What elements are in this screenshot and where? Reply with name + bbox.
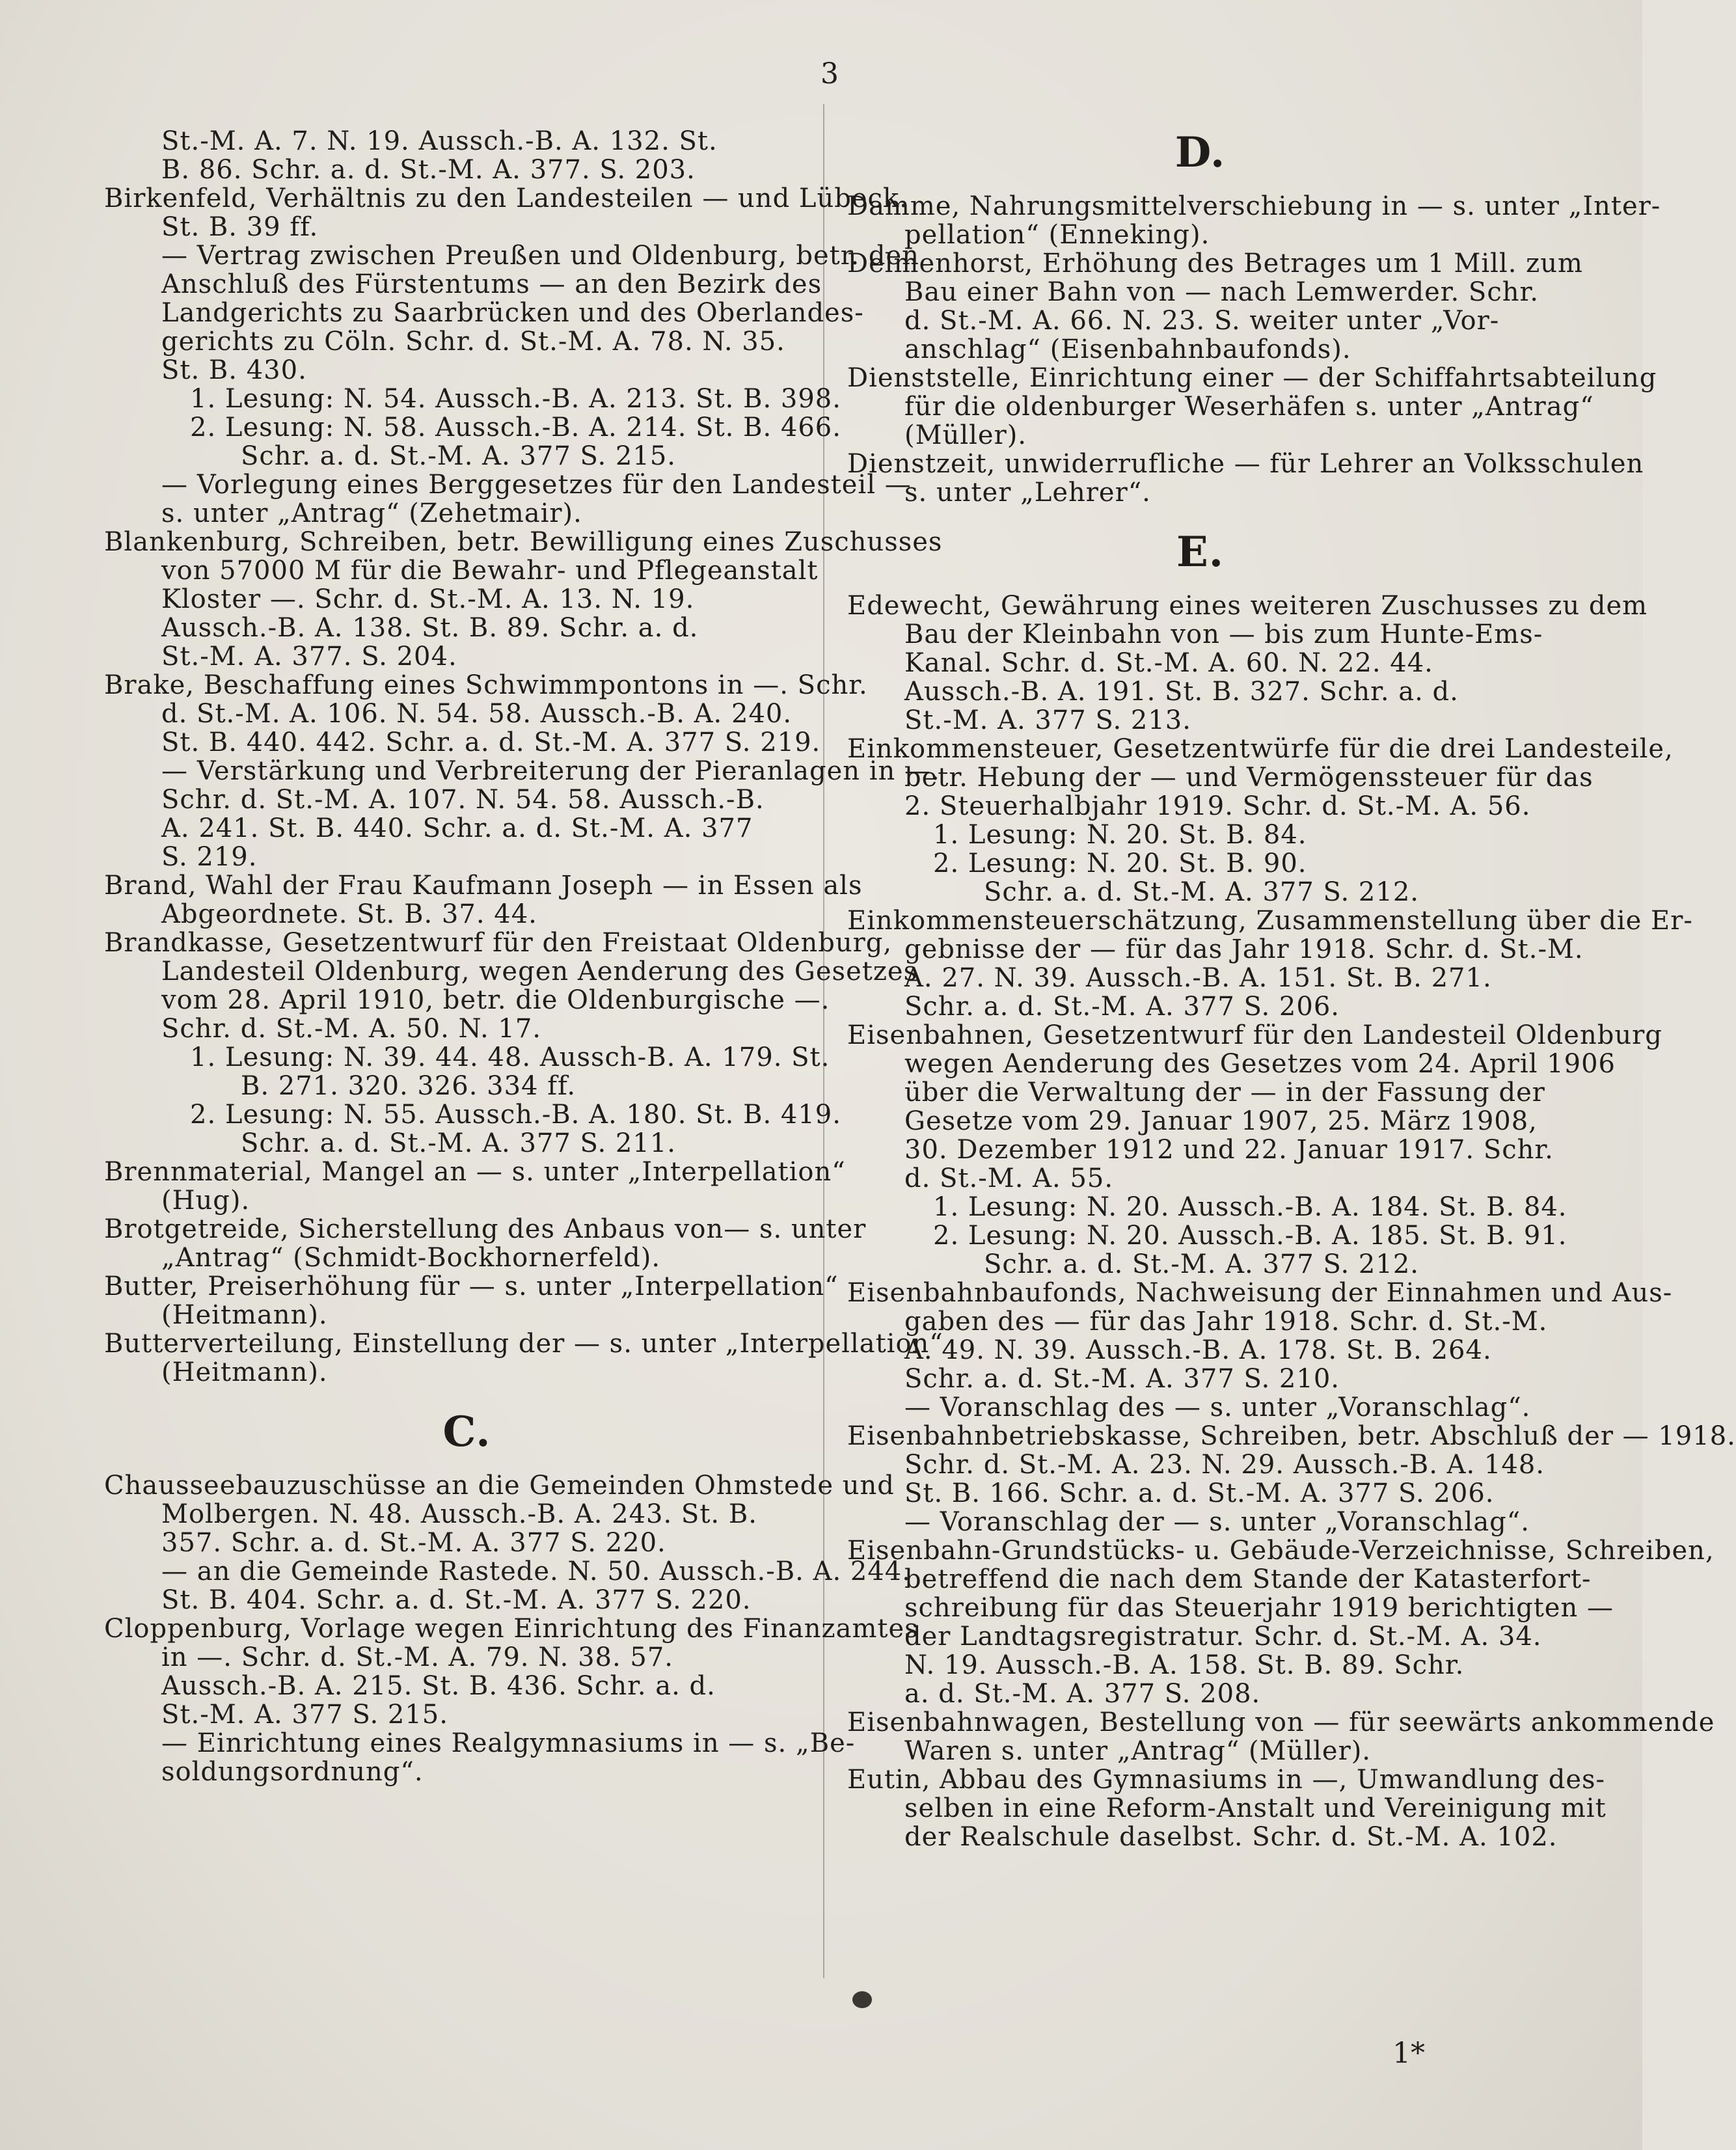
index-line: Brake, Beschaffung eines Schwimmpontons in —. Schr. [104, 670, 868, 700]
index-line: S. 219. [161, 842, 258, 872]
index-line: Kanal. Schr. d. St.-M. A. 60. N. 22. 44. [904, 648, 1433, 678]
index-line: anschlag“ (Eisenbahnbaufonds). [904, 334, 1351, 364]
index-line: 30. Dezember 1912 und 22. Januar 1917. Schr. [904, 1135, 1554, 1165]
index-line: Dienststelle, Einrichtung einer — der Schiffahrtsabteilung [847, 363, 1657, 393]
index-line: Bau der Kleinbahn von — bis zum Hunte-Ems- [904, 619, 1543, 649]
index-line: Delmenhorst, Erhöhung des Betrages um 1 Mill. zum [847, 249, 1583, 279]
index-line: der Landtagsregistratur. Schr. d. St.-M. A. 34. [904, 1622, 1542, 1652]
index-line: 2. Lesung: N. 55. Aussch.-B. A. 180. St. B. 419. [190, 1100, 841, 1130]
index-line: St. B. 404. Schr. a. d. St.-M. A. 377 S. 220. [161, 1585, 752, 1615]
index-line: betr. Hebung der — und Vermögenssteuer für das [904, 763, 1594, 793]
index-line: Aussch.-B. A. 191. St. B. 327. Schr. a. d. [904, 677, 1459, 707]
page-number: 3 [821, 57, 839, 90]
index-line: d. St.-M. A. 66. N. 23. S. weiter unter „Vor- [904, 306, 1500, 336]
right-column [847, 127, 1736, 1852]
index-line: Butter, Preiserhöhung für — s. unter „Interpellation“ [104, 1272, 839, 1301]
index-line: — Voranschlag des — s. unter „Voranschlag“. [904, 1393, 1531, 1422]
index-line: (Hug). [161, 1186, 251, 1216]
index-line: d. St.-M. A. 55. [904, 1163, 1114, 1193]
index-line: von 57000 M für die Bewahr- und Pflegeanstalt [161, 556, 819, 586]
index-line: Kloster —. Schr. d. St.-M. A. 13. N. 19. [161, 584, 695, 614]
left-entries [104, 126, 943, 1387]
index-line: Brennmaterial, Mangel an — s. unter „Interpellation“ [104, 1157, 846, 1187]
index-line: — Einrichtung eines Realgymnasiums in — s. „Be- [161, 1728, 856, 1758]
index-line: Einkommensteuer, Gesetzentwürfe für die drei Landesteile, [847, 734, 1674, 764]
index-line: St. B. 39 ff. [161, 212, 319, 242]
index-line: Schr. a. d. St.-M. A. 377 S. 206. [904, 992, 1340, 1022]
index-line: betreffend die nach dem Stande der Katasterfort- [904, 1564, 1592, 1594]
index-line: — Verstärkung und Verbreiterung der Pieranlagen in —. [161, 756, 940, 786]
index-line: B. 86. Schr. a. d. St.-M. A. 377. S. 203. [161, 155, 696, 185]
index-line: Schr. a. d. St.-M. A. 377 S. 212. [984, 1249, 1419, 1279]
ink-spot [852, 1991, 872, 2008]
index-line: Schr. d. St.-M. A. 107. N. 54. 58. Aussch.-B. [161, 785, 765, 815]
index-line: Eisenbahn-Grundstücks- u. Gebäude-Verzeichnisse, Schreiben, [847, 1536, 1715, 1566]
index-line: Schr. d. St.-M. A. 50. N. 17. [161, 1014, 541, 1044]
index-line: Aussch.-B. A. 215. St. B. 436. Schr. a. d. [161, 1671, 716, 1701]
index-line: Chausseebauzuschüsse an die Gemeinden Ohmstede und [104, 1471, 895, 1501]
index-line: über die Verwaltung der — in der Fassung der [904, 1078, 1545, 1108]
index-line: Birkenfeld, Verhältnis zu den Landesteilen — und Lübeck. [104, 184, 908, 213]
index-line: St. B. 440. 442. Schr. a. d. St.-M. A. 377 S. 219. [161, 728, 821, 757]
right-entries-e [847, 591, 1736, 1852]
index-line: Eisenbahnen, Gesetzentwurf für den Landesteil Oldenburg [847, 1020, 1662, 1050]
index-line: gaben des — für das Jahr 1918. Schr. d. St.-M. [904, 1307, 1548, 1337]
index-line: St.-M. A. 377 S. 215. [161, 1700, 448, 1730]
index-line: 2. Lesung: N. 20. Aussch.-B. A. 185. St. B. 91. [933, 1221, 1567, 1251]
index-line: Molbergen. N. 48. Aussch.-B. A. 243. St. B. [161, 1499, 757, 1529]
index-line: Aussch.-B. A. 138. St. B. 89. Schr. a. d. [161, 613, 699, 643]
index-line: d. St.-M. A. 106. N. 54. 58. Aussch.-B. A. 240. [161, 699, 793, 729]
index-line: Einkommensteuerschätzung, Zusammenstellung über die Er- [847, 906, 1693, 936]
right-entries-d [847, 191, 1661, 508]
index-line: Landesteil Oldenburg, wegen Aenderung des Gesetzes [161, 957, 918, 987]
index-line: Abgeordnete. St. B. 37. 44. [161, 899, 537, 929]
index-line: Gesetze vom 29. Januar 1907, 25. März 1908, [904, 1106, 1538, 1136]
index-line: Damme, Nahrungsmittelverschiebung in — s. unter „Inter- [847, 191, 1661, 221]
index-line: 2. Steuerhalbjahr 1919. Schr. d. St.-M. A. 56. [904, 791, 1531, 821]
index-line: St.-M. A. 7. N. 19. Aussch.-B. A. 132. St. [161, 126, 718, 156]
index-line: 1. Lesung: N. 54. Aussch.-B. A. 213. St. B. 398. [190, 384, 841, 414]
index-line: a. d. St.-M. A. 377 S. 208. [904, 1679, 1261, 1709]
index-line: in —. Schr. d. St.-M. A. 79. N. 38. 57. [161, 1642, 674, 1672]
index-line: 1. Lesung: N. 20. St. B. 84. [933, 820, 1307, 850]
index-line: soldungsordnung“. [161, 1757, 424, 1787]
index-line: Brotgetreide, Sicherstellung des Anbaus von— s. unter [104, 1214, 867, 1244]
index-line: vom 28. April 1910, betr. die Oldenburgische —. [161, 985, 830, 1015]
index-line: St. B. 166. Schr. a. d. St.-M. A. 377 S. 206. [904, 1478, 1495, 1508]
index-line: 1. Lesung: N. 39. 44. 48. Aussch-B. A. 179. St. [190, 1042, 830, 1072]
index-line: Eisenbahnwagen, Bestellung von — für seewärts ankommende [847, 1708, 1715, 1737]
index-line: 1. Lesung: N. 20. Aussch.-B. A. 184. St. B. 84. [933, 1192, 1567, 1222]
index-line: der Realschule daselbst. Schr. d. St.-M. A. 102. [904, 1822, 1558, 1852]
index-line: Edewecht, Gewährung eines weiteren Zuschusses zu dem [847, 591, 1648, 621]
left-entries-c [104, 1471, 919, 1787]
index-line: Anschluß des Fürstentums — an den Bezirk des [161, 269, 822, 299]
index-line: selben in eine Reform-Anstalt und Vereinigung mit [904, 1793, 1607, 1823]
index-line: St.-M. A. 377 S. 213. [904, 705, 1191, 735]
index-line: St.-M. A. 377. S. 204. [161, 642, 457, 672]
index-line: s. unter „Lehrer“. [904, 478, 1151, 508]
index-line: gebnisse der — für das Jahr 1918. Schr. d. St.-M. [904, 934, 1584, 964]
index-line: St. B. 430. [161, 355, 307, 385]
index-line: (Heitmann). [161, 1357, 328, 1387]
index-line: für die oldenburger Weserhäfen s. unter „Antrag“ [904, 392, 1594, 422]
index-line: Dienstzeit, unwiderrufliche — für Lehrer an Volksschulen [847, 449, 1644, 479]
index-line: Schr. a. d. St.-M. A. 377 S. 210. [904, 1364, 1340, 1394]
index-line: Schr. a. d. St.-M. A. 377 S. 212. [984, 877, 1419, 907]
index-line: Eisenbahnbaufonds, Nachweisung der Einnahmen und Aus- [847, 1278, 1673, 1308]
index-line: Waren s. unter „Antrag“ (Müller). [904, 1736, 1372, 1766]
index-line: (Heitmann). [161, 1300, 328, 1330]
index-line: s. unter „Antrag“ (Zehetmair). [161, 498, 582, 528]
index-line: Schr. a. d. St.-M. A. 377 S. 215. [241, 441, 676, 471]
index-line: Eisenbahnbetriebskasse, Schreiben, betr. Abschluß der — 1918. [847, 1421, 1736, 1451]
index-line: (Müller). [904, 420, 1027, 450]
index-line: 357. Schr. a. d. St.-M. A. 377 S. 220. [161, 1528, 666, 1558]
index-line: Schr. a. d. St.-M. A. 377 S. 211. [241, 1128, 676, 1158]
index-line: N. 19. Aussch.-B. A. 158. St. B. 89. Schr. [904, 1650, 1465, 1680]
index-line: Cloppenburg, Vorlage wegen Einrichtung des Finanzamtes [104, 1614, 919, 1644]
index-line: A. 27. N. 39. Aussch.-B. A. 151. St. B. 271. [904, 963, 1492, 993]
index-line: — Vertrag zwischen Preußen und Oldenburg, betr. den [161, 241, 919, 271]
index-line: Butterverteilung, Einstellung der — s. unter „Interpellation“ [104, 1329, 943, 1359]
index-line: 2. Lesung: N. 58. Aussch.-B. A. 214. St. B. 466. [190, 413, 841, 442]
section-letter-d: D. [1174, 128, 1226, 177]
index-line: wegen Aenderung des Gesetzes vom 24. April 1906 [904, 1049, 1616, 1079]
index-line: pellation“ (Enneking). [904, 220, 1210, 250]
section-letter-c: C. [442, 1408, 491, 1456]
index-line: A. 49. N. 39. Aussch.-B. A. 178. St. B. 264. [904, 1335, 1492, 1365]
index-line: Bau einer Bahn von — nach Lemwerder. Schr. [904, 277, 1539, 307]
index-line: Schr. d. St.-M. A. 23. N. 29. Aussch.-B. A. 148. [904, 1450, 1545, 1480]
index-line: Landgerichts zu Saarbrücken und des Oberlandes- [161, 298, 864, 328]
index-line: schreibung für das Steuerjahr 1919 berichtigten — [904, 1593, 1614, 1623]
index-line: B. 271. 320. 326. 334 ff. [241, 1071, 576, 1101]
index-line: Blankenburg, Schreiben, betr. Bewilligung eines Zuschusses [104, 527, 943, 557]
index-line: 2. Lesung: N. 20. St. B. 90. [933, 849, 1307, 878]
index-line: A. 241. St. B. 440. Schr. a. d. St.-M. A. 377 [161, 813, 753, 843]
index-line: Brand, Wahl der Frau Kaufmann Joseph — in Essen als [104, 871, 863, 901]
index-line: — Vorlegung eines Berggesetzes für den Landesteil — [161, 470, 912, 500]
index-line: Eutin, Abbau des Gymnasiums in —, Umwandlung des- [847, 1765, 1606, 1795]
section-letter-e: E. [1176, 528, 1225, 577]
index-line: „Antrag“ (Schmidt-Bockhornerfeld). [161, 1243, 661, 1273]
left-column [104, 126, 943, 1787]
signature-mark: 1* [1392, 2037, 1425, 2070]
index-line: Brandkasse, Gesetzentwurf für den Freistaat Oldenburg, [104, 928, 893, 958]
index-line: gerichts zu Cöln. Schr. d. St.-M. A. 78. N. 35. [161, 327, 785, 357]
index-line: — Voranschlag der — s. unter „Voranschlag“. [904, 1507, 1530, 1537]
index-line: — an die Gemeinde Rastede. N. 50. Aussch.-B. A. 244. [161, 1557, 911, 1586]
